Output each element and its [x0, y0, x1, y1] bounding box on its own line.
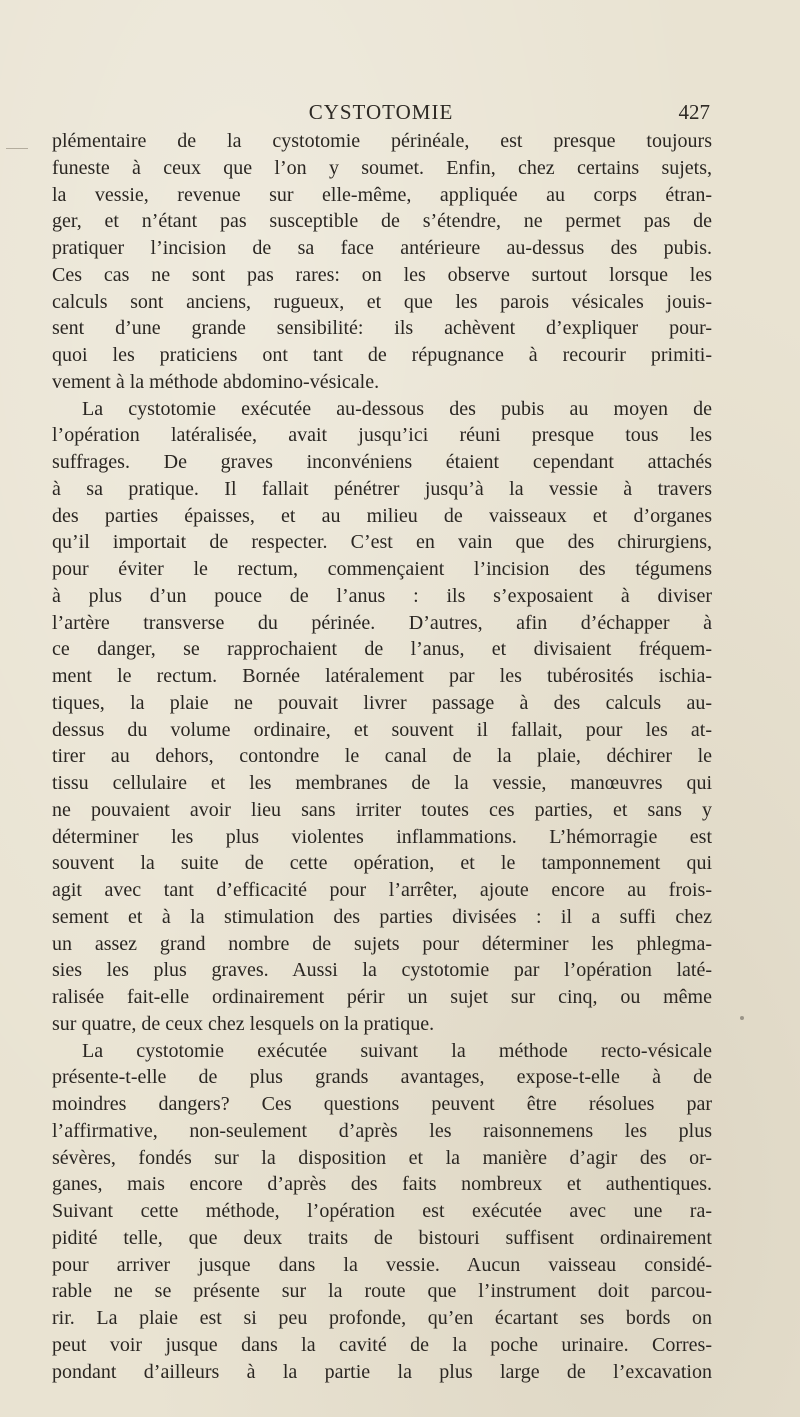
- text-line: tiques, la plaie ne pouvait livrer passage à des calculs au-: [52, 691, 712, 714]
- text-line: quoi les praticiens ont tant de répugnance à recourir primiti-: [52, 344, 712, 366]
- text-line: à sa pratique. Il fallait pénétrer jusqu’à la vessie à travers: [52, 477, 712, 500]
- text-line: agit avec tant d’efficacité pour l’arrêter, ajoute encore au frois-: [52, 879, 712, 901]
- text-line: l’affirmative, non-seulement d’après les raisonnemens les plus: [52, 1119, 712, 1142]
- text-line: dessus du volume ordinaire, et souvent il fallait, pour les at-: [52, 718, 712, 741]
- text-line: pidité telle, que deux traits de bistouri suffisent ordinairement: [52, 1226, 712, 1249]
- text-line: des parties épaisses, et au milieu de vaisseaux et d’organes: [52, 504, 712, 527]
- text-line: ne pouvaient avoir lieu sans irriter toutes ces parties, et sans y: [52, 798, 712, 821]
- margin-spot: [740, 1016, 744, 1020]
- text-line: sévères, fondés sur la disposition et la manière d’agir des or-: [52, 1146, 712, 1169]
- text-line: La cystotomie exécutée au-dessous des pubis au moyen de: [82, 397, 712, 420]
- text-line: ce danger, se rapprochaient de l’anus, et divisaient fréquem-: [52, 638, 712, 661]
- text-line: à plus d’un pouce de l’anus : ils s’exposaient à diviser: [52, 584, 712, 607]
- text-line: souvent la suite de cette opération, et le tamponnement qui: [52, 852, 712, 875]
- text-line: ment le rectum. Bornée latéralement par les tubérosités ischia-: [52, 665, 712, 687]
- text-line: rable ne se présente sur la route que l’instrument doit parcou-: [52, 1280, 712, 1303]
- text-line: tirer au dehors, contondre le canal de la plaie, déchirer le: [52, 745, 712, 768]
- text-line: sur quatre, de ceux chez lesquels on la pratique.: [52, 1012, 435, 1035]
- text-line: l’artère transverse du périnée. D’autres, afin d’échapper à: [52, 611, 712, 634]
- text-line: pondant d’ailleurs à la partie la plus large de l’excavation: [52, 1360, 712, 1383]
- text-line: Ces cas ne sont pas rares: on les observe surtout lorsque les: [52, 263, 712, 286]
- text-line: la vessie, revenue sur elle-même, appliquée au corps étran-: [52, 183, 712, 206]
- text-line: rir. La plaie est si peu profonde, qu’en écartant ses bords on: [52, 1307, 712, 1329]
- text-line: tissu cellulaire et les membranes de la vessie, manœuvres qui: [52, 772, 712, 794]
- text-line: moindres dangers? Ces questions peuvent être résolues par: [52, 1093, 712, 1115]
- text-line: vement à la méthode abdomino-vésicale.: [52, 370, 380, 393]
- text-line: sies les plus graves. Aussi la cystotomie par l’opération laté-: [52, 959, 712, 982]
- text-line: pour éviter le rectum, commençaient l’incision des tégumens: [52, 558, 712, 580]
- text-line: pratiquer l’incision de sa face antérieure au-dessus des pubis.: [52, 237, 712, 259]
- running-head: [52, 100, 710, 130]
- text-line: sent d’une grande sensibilité: ils achèvent d’expliquer pour-: [52, 317, 712, 340]
- text-line: pour arriver jusque dans la vessie. Aucun vaisseau considé-: [52, 1253, 712, 1276]
- text-line: sement et à la stimulation des parties divisées : il a suffi chez: [52, 905, 712, 928]
- text-line: La cystotomie exécutée suivant la méthode recto-vésicale: [82, 1039, 712, 1062]
- text-line: déterminer les plus violentes inflammations. L’hémorragie est: [52, 825, 712, 848]
- text-line: ganes, mais encore d’après des faits nombreux et authentiques.: [52, 1173, 712, 1196]
- text-line: plémentaire de la cystotomie périnéale, est presque toujours: [52, 130, 712, 152]
- margin-mark: [6, 148, 28, 149]
- text-line: funeste à ceux que l’on y soumet. Enfin, chez certains sujets,: [52, 156, 712, 179]
- text-line: Suivant cette méthode, l’opération est exécutée avec une ra-: [52, 1200, 712, 1222]
- text-line: calculs sont anciens, rugueux, et que les parois vésicales jouis-: [52, 290, 712, 313]
- body-text: [52, 128, 712, 1385]
- text-line: ralisée fait-elle ordinairement périr un sujet sur cinq, ou même: [52, 986, 712, 1008]
- text-line: suffrages. De graves inconvéniens étaient cependant attachés: [52, 451, 712, 473]
- text-line: un assez grand nombre de sujets pour déterminer les phlegma-: [52, 932, 712, 955]
- text-line: qu’il importait de respecter. C’est en vain que des chirurgiens,: [52, 531, 712, 554]
- text-line: ger, et n’étant pas susceptible de s’étendre, ne permet pas de: [52, 210, 712, 233]
- page-number: 427: [678, 100, 710, 124]
- text-line: l’opération latéralisée, avait jusqu’ici réuni presque tous les: [52, 424, 712, 447]
- text-line: peut voir jusque dans la cavité de la poche urinaire. Corres-: [52, 1333, 712, 1356]
- running-title: CYSTOTOMIE: [308, 100, 454, 124]
- text-line: présente-t-elle de plus grands avantages, expose-t-elle à de: [52, 1066, 712, 1089]
